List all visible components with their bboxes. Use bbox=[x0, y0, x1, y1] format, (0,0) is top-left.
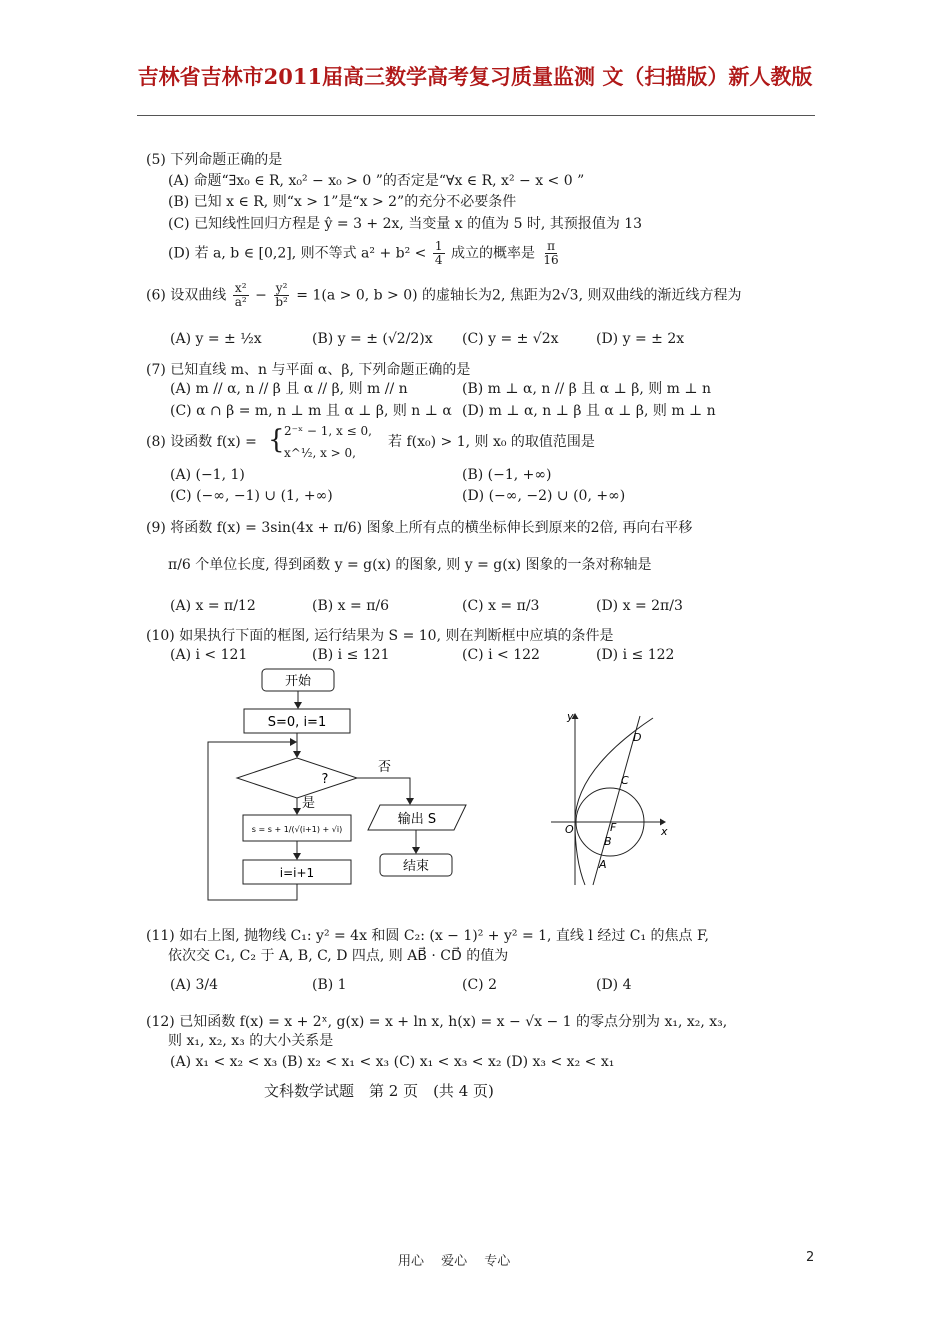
q8-stem-post: 若 f(x₀) > 1, 则 x₀ 的取值范围是 bbox=[388, 434, 595, 450]
flow-start-label: 开始 bbox=[284, 674, 312, 689]
q11-line-2: 依次交 C₁, C₂ 于 A, B, C, D 四点, 则 AB⃗ · CD⃗ 的值为 bbox=[168, 948, 509, 964]
q6-option-b: (B) y = ± (√2/2)x bbox=[312, 331, 433, 347]
q6-frac-x-den: a² bbox=[234, 295, 247, 309]
q5-option-b: (B) 已知 x ∈ R, 则“x > 1”是“x > 2”的充分不必要条件 bbox=[168, 194, 517, 210]
q8-case-2: x^½, x > 0, bbox=[284, 446, 356, 460]
flow-end-label: 结束 bbox=[402, 859, 430, 874]
q6-option-d: (D) y = ± 2x bbox=[596, 331, 685, 347]
document-title: 吉林省吉林市2011届高三数学高考复习质量监测 文（扫描版）新人教版 bbox=[137, 64, 813, 89]
flow-decision-label: ? bbox=[321, 772, 329, 787]
q6-frac-y bbox=[273, 282, 290, 309]
q5-d-answer bbox=[541, 240, 560, 267]
q6-minus: − bbox=[255, 287, 267, 304]
flow-yes-label: 是 bbox=[302, 796, 316, 811]
q9-option-b: (B) x = π/6 bbox=[312, 598, 390, 614]
q11-option-c: (C) 2 bbox=[462, 977, 497, 993]
q6-stem bbox=[146, 282, 742, 309]
q7-stem: (7) 已知直线 m、n 与平面 α、β, 下列命题正确的是 bbox=[146, 362, 471, 378]
q11-option-a: (A) 3/4 bbox=[170, 977, 219, 993]
q12-options: (A) x₁ < x₂ < x₃ (B) x₂ < x₁ < x₃ (C) x₁ < x₃ < x₂ (D) x₃ < x₂ < x₁ bbox=[170, 1054, 615, 1070]
q6-frac-x-num: x² bbox=[234, 281, 247, 295]
q7-option-d: (D) m ⊥ α, n ⊥ β 且 α ⊥ β, 则 m ⊥ n bbox=[462, 403, 716, 419]
q7-option-c: (C) α ∩ β = m, n ⊥ m 且 α ⊥ β, 则 n ⊥ α bbox=[170, 403, 452, 419]
flow-update-label: s = s + 1/(√(i+1) + √i) bbox=[251, 825, 343, 834]
q7-option-a: (A) m // α, n // β 且 α // β, 则 m // n bbox=[170, 381, 408, 397]
q11-line-1: (11) 如右上图, 抛物线 C₁: y² = 4x 和圆 C₂: (x − 1)² + y² = 1, 直线 l 经过 C₁ 的焦点 F, bbox=[146, 928, 709, 944]
q9-option-a: (A) x = π/12 bbox=[170, 598, 256, 614]
q9-line-1: (9) 将函数 f(x) = 3sin(4x + π/6) 图象上所有点的横坐标伸长到原来的2倍, 再向右平移 bbox=[146, 520, 693, 536]
q8-stem-pre: (8) 设函数 f(x) = bbox=[146, 434, 257, 450]
q10-option-d: (D) i ≤ 122 bbox=[596, 647, 675, 663]
q6-frac-y-num: y² bbox=[275, 281, 288, 295]
page-number: 2 bbox=[806, 1250, 815, 1265]
q6-option-a: (A) y = ± ½x bbox=[170, 331, 262, 347]
q8-option-b: (B) (−1, +∞) bbox=[462, 467, 552, 483]
q12-line-1: (12) 已知函数 f(x) = x + 2ˣ, g(x) = x + ln x, h(x) = x − √x − 1 的零点分别为 x₁, x₂, x₃, bbox=[146, 1014, 728, 1030]
q6-stem-post: = 1(a > 0, b > 0) 的虚轴长为2, 焦距为2√3, 则双曲线的渐近线方程为 bbox=[296, 287, 742, 304]
title-rule bbox=[137, 115, 815, 116]
q8-brace: { bbox=[268, 425, 285, 455]
graph-y-label: y bbox=[567, 710, 574, 723]
q5-option-a: (A) 命题“∃x₀ ∈ R, x₀² − x₀ > 0 ”的否定是“∀x ∈ R, x² − x < 0 ” bbox=[168, 173, 585, 189]
q5-d-frac-den: 4 bbox=[434, 253, 443, 267]
q10-option-b: (B) i ≤ 121 bbox=[312, 647, 390, 663]
q5-stem: (5) 下列命题正确的是 bbox=[146, 152, 283, 168]
q5-d-frac-num: 1 bbox=[434, 239, 443, 253]
q5-d-ans-den: 16 bbox=[543, 253, 559, 267]
graph-point-b: B bbox=[604, 835, 612, 848]
q6-frac-y-den: b² bbox=[275, 295, 288, 309]
q6-frac-x bbox=[233, 282, 249, 309]
flow-no-label: 否 bbox=[378, 760, 392, 775]
footer-motto: 用心 爱心 专心 bbox=[398, 1254, 511, 1269]
q8-option-a: (A) (−1, 1) bbox=[170, 467, 245, 483]
q9-option-c: (C) x = π/3 bbox=[462, 598, 540, 614]
graph-point-c: C bbox=[621, 774, 629, 787]
q10-stem: (10) 如果执行下面的框图, 运行结果为 S = 10, 则在判断框中应填的条件是 bbox=[146, 628, 614, 644]
graph-point-a: A bbox=[599, 858, 607, 871]
parabola-circle-graph bbox=[545, 700, 675, 890]
q6-stem-pre: (6) 设双曲线 bbox=[146, 287, 227, 304]
q9-line-2: π/6 个单位长度, 得到函数 y = g(x) 的图象, 则 y = g(x) 图象的一条对称轴是 bbox=[168, 557, 652, 573]
q5-option-c: (C) 已知线性回归方程是 ŷ = 3 + 2x, 当变量 x 的值为 5 时, 其预报值为 13 bbox=[168, 216, 643, 232]
flow-output-label: 输出 S bbox=[397, 812, 437, 827]
q5-option-d bbox=[168, 240, 563, 267]
q5-d-pre: (D) 若 a, b ∈ [0,2], 则不等式 a² + b² < bbox=[168, 245, 427, 262]
flow-decision bbox=[237, 758, 357, 798]
q8-case-1: 2⁻ˣ − 1, x ≤ 0, bbox=[284, 424, 372, 438]
q5-d-mid: 成立的概率是 bbox=[450, 245, 535, 262]
q5-d-fraction bbox=[433, 240, 445, 267]
exam-page-label: 文科数学试题 第 2 页 (共 4 页) bbox=[264, 1082, 494, 1100]
q9-option-d: (D) x = 2π/3 bbox=[596, 598, 683, 614]
flow-init-label: S=0, i=1 bbox=[267, 715, 327, 730]
graph-focus-label: F bbox=[610, 821, 617, 834]
q6-option-c: (C) y = ± √2x bbox=[462, 331, 559, 347]
q12-line-2: 则 x₁, x₂, x₃ 的大小关系是 bbox=[168, 1033, 334, 1049]
graph-point-d: D bbox=[633, 731, 642, 744]
graph-origin-label: O bbox=[565, 823, 574, 836]
flowchart bbox=[200, 662, 480, 912]
q11-option-d: (D) 4 bbox=[596, 977, 632, 993]
q11-option-b: (B) 1 bbox=[312, 977, 347, 993]
flow-increment-label: i=i+1 bbox=[279, 866, 315, 880]
q5-d-ans-num: π bbox=[547, 239, 555, 253]
graph-x-label: x bbox=[661, 825, 668, 838]
q7-option-b: (B) m ⊥ α, n // β 且 α ⊥ β, 则 m ⊥ n bbox=[462, 381, 712, 397]
q8-option-d: (D) (−∞, −2) ∪ (0, +∞) bbox=[462, 488, 626, 504]
q10-option-c: (C) i < 122 bbox=[462, 647, 540, 663]
q10-option-a: (A) i < 121 bbox=[170, 647, 248, 663]
q8-option-c: (C) (−∞, −1) ∪ (1, +∞) bbox=[170, 488, 333, 504]
